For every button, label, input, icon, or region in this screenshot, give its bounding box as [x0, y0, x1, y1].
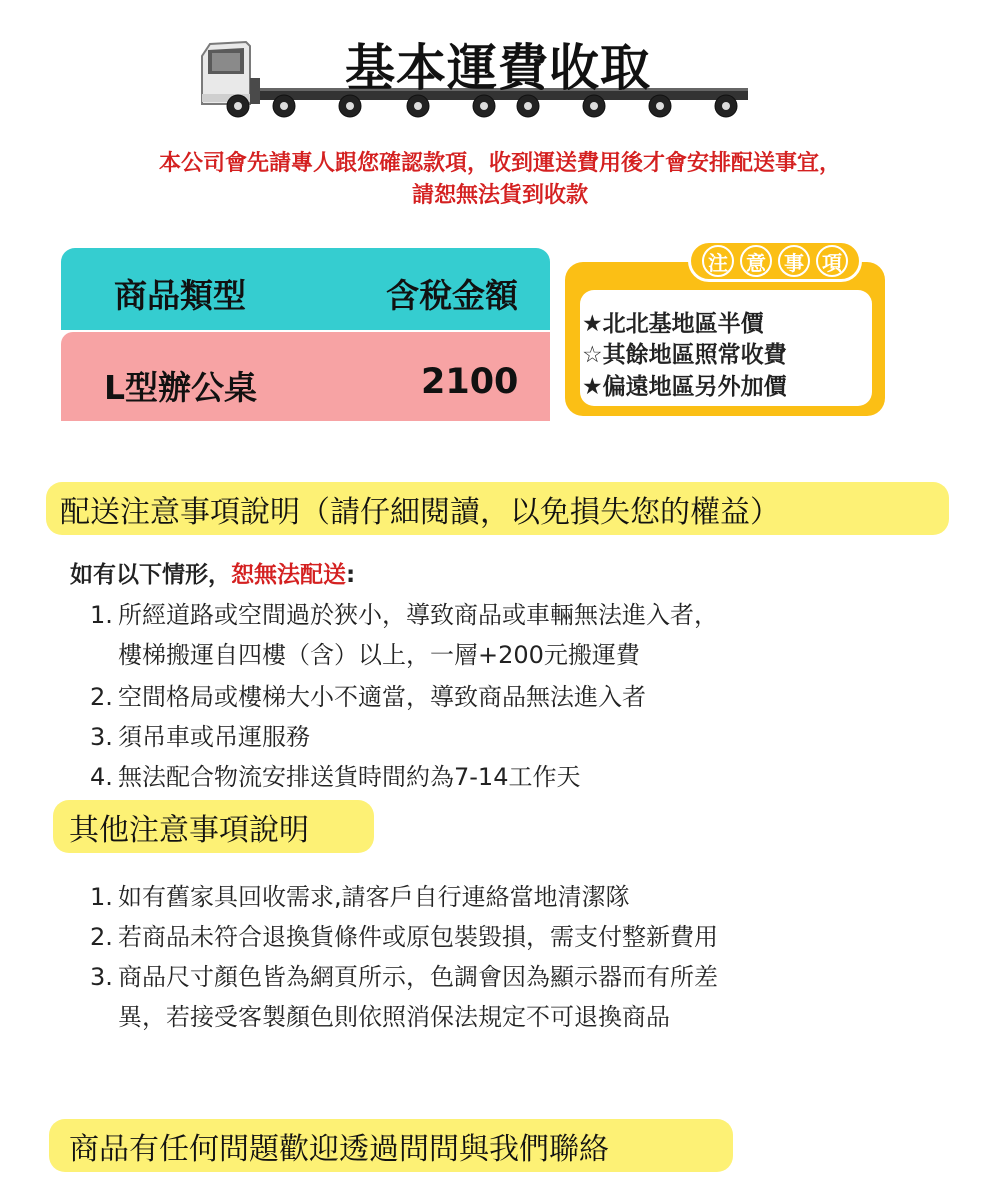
notice-line-normal-fee: ☆其餘地區照常收費	[582, 342, 787, 368]
list-text: 所經道路或空間過於狹小，導致商品或車輛無法進入者，	[118, 601, 718, 629]
notice-line-remote-surcharge: ★偏遠地區另外加價	[582, 374, 787, 400]
notice-badge	[688, 240, 862, 282]
page-title: 基本運費收取	[345, 38, 651, 97]
list-item-continuation: 異，若接受客製顏色則依照消保法規定不可退換商品	[118, 1003, 670, 1031]
notice-line-half-price: ★北北基地區半價	[582, 311, 764, 337]
list-number: 2.	[90, 923, 113, 951]
column-header-amount: 含稅金額	[386, 276, 518, 315]
payment-notice-line2: 請恕無法貨到收款	[411, 183, 588, 208]
intro-suffix: :	[346, 562, 356, 588]
delivery-intro	[70, 556, 355, 589]
list-item	[90, 877, 630, 912]
list-item	[90, 677, 646, 712]
list-item	[90, 957, 718, 992]
notice-badge-char: 項	[816, 245, 848, 277]
list-item	[90, 595, 718, 630]
list-number: 2.	[90, 683, 113, 711]
payment-notice-line1: 本公司會先請專人跟您確認款項，收到運送費用後才會安排配送事宜，	[158, 151, 841, 176]
contact-banner: 商品有任何問題歡迎透過問問與我們聯絡	[49, 1119, 733, 1172]
list-text: 須吊車或吊運服務	[118, 723, 310, 751]
column-header-type: 商品類型	[114, 276, 246, 315]
product-name-cell: L型辦公桌	[104, 368, 258, 407]
notice-badge-char: 意	[740, 245, 772, 277]
list-text: 空間格局或樓梯大小不適當，導致商品無法進入者	[118, 683, 646, 711]
list-text: 若商品未符合退換貨條件或原包裝毀損，需支付整新費用	[118, 923, 718, 951]
delivery-notes-banner: 配送注意事項說明（請仔細閱讀，以免損失您的權益）	[46, 482, 949, 535]
list-item	[90, 757, 580, 792]
intro-no-delivery: 恕無法配送	[231, 562, 346, 588]
list-number: 3.	[90, 963, 113, 991]
other-notes-banner: 其他注意事項說明	[53, 800, 374, 853]
intro-prefix: 如有以下情形，	[70, 562, 231, 588]
list-number: 1.	[90, 601, 113, 629]
product-price-cell: 2100	[421, 362, 519, 402]
notice-badge-char: 事	[778, 245, 810, 277]
list-number: 4.	[90, 763, 113, 791]
list-item-continuation: 樓梯搬運自四樓（含）以上，一層+200元搬運費	[118, 641, 640, 669]
list-number: 1.	[90, 883, 113, 911]
list-item	[90, 717, 310, 752]
list-text: 如有舊家具回收需求,請客戶自行連絡當地清潔隊	[118, 883, 630, 911]
notice-badge-char: 注	[702, 245, 734, 277]
list-text: 商品尺寸顏色皆為網頁所示，色調會因為顯示器而有所差	[118, 963, 718, 991]
list-number: 3.	[90, 723, 113, 751]
list-text: 無法配合物流安排送貨時間約為7-14工作天	[118, 763, 581, 791]
list-item	[90, 917, 718, 952]
